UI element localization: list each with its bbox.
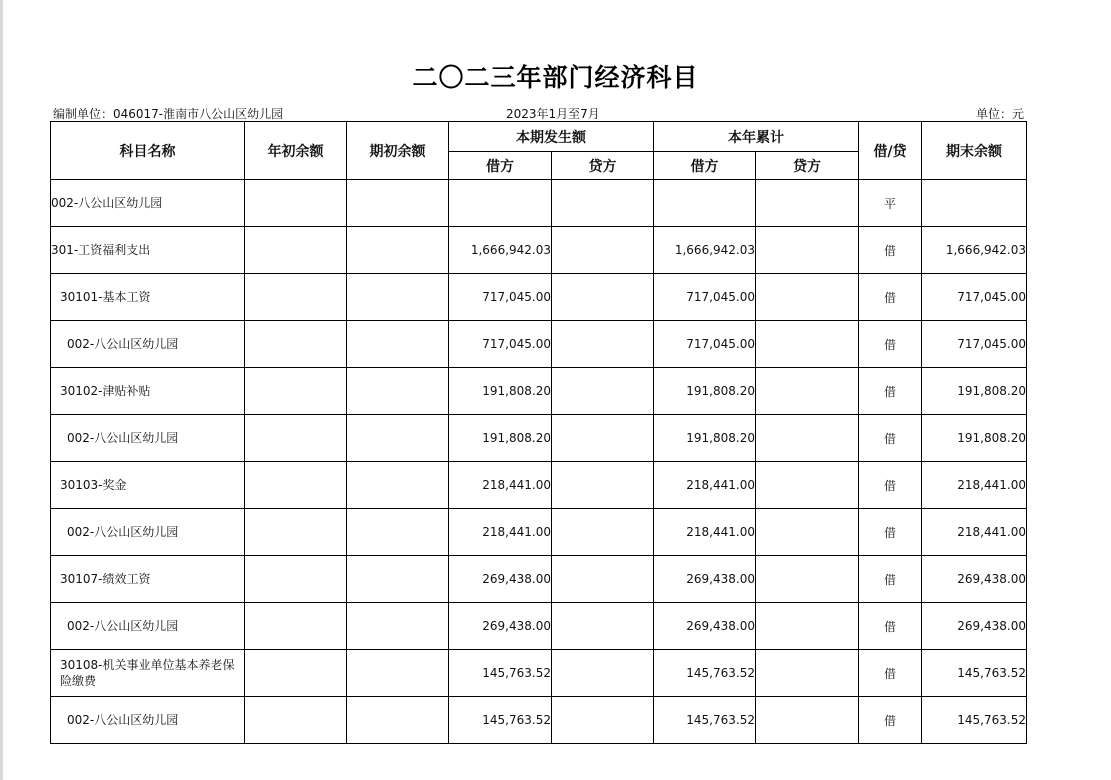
table-row xyxy=(51,180,1027,227)
cell-subject-name: 002-八公山区幼儿园 xyxy=(51,509,245,556)
cell-period-credit xyxy=(552,274,654,321)
cell-year-credit xyxy=(756,180,859,227)
cell-period-debit: 218,441.00 xyxy=(449,462,552,509)
cell-period-begin-balance xyxy=(347,180,449,227)
cell-year-begin-balance xyxy=(245,274,347,321)
cell-period-end-balance: 717,045.00 xyxy=(922,274,1027,321)
cell-direction: 借 xyxy=(859,368,922,415)
cell-subject-name: 002-八公山区幼儿园 xyxy=(51,321,245,368)
header-period-end-balance: 期末余额 xyxy=(922,122,1027,180)
cell-period-credit xyxy=(552,462,654,509)
cell-year-begin-balance xyxy=(245,603,347,650)
cell-year-credit xyxy=(756,321,859,368)
cell-direction: 借 xyxy=(859,227,922,274)
header-period-begin-balance: 期初余额 xyxy=(347,122,449,180)
table-row xyxy=(51,227,1027,274)
cell-year-begin-balance xyxy=(245,650,347,697)
cell-year-debit: 269,438.00 xyxy=(654,556,756,603)
cell-direction: 借 xyxy=(859,462,922,509)
cell-period-debit: 269,438.00 xyxy=(449,603,552,650)
cell-period-credit xyxy=(552,227,654,274)
cell-period-debit: 145,763.52 xyxy=(449,697,552,744)
cell-subject-name: 30107-绩效工资 xyxy=(51,556,245,603)
cell-period-debit: 717,045.00 xyxy=(449,321,552,368)
cell-year-credit xyxy=(756,603,859,650)
header-subject-name: 科目名称 xyxy=(51,122,245,180)
table-row xyxy=(51,274,1027,321)
cell-subject-name: 002-八公山区幼儿园 xyxy=(51,603,245,650)
cell-period-begin-balance xyxy=(347,650,449,697)
cell-period-debit: 191,808.20 xyxy=(449,368,552,415)
cell-period-debit: 191,808.20 xyxy=(449,415,552,462)
table-row xyxy=(51,603,1027,650)
cell-subject-name: 30102-津贴补贴 xyxy=(51,368,245,415)
cell-year-debit: 269,438.00 xyxy=(654,603,756,650)
cell-year-debit: 717,045.00 xyxy=(654,274,756,321)
report-period: 2023年1月至7月 xyxy=(506,107,600,121)
header-year-debit: 借方 xyxy=(654,152,756,180)
cell-subject-name: 002-八公山区幼儿园 xyxy=(51,180,245,227)
cell-year-begin-balance xyxy=(245,180,347,227)
cell-period-begin-balance xyxy=(347,556,449,603)
header-period-credit: 贷方 xyxy=(552,152,654,180)
cell-direction: 借 xyxy=(859,274,922,321)
table-row xyxy=(51,415,1027,462)
cell-year-begin-balance xyxy=(245,462,347,509)
cell-year-credit xyxy=(756,368,859,415)
cell-direction: 借 xyxy=(859,556,922,603)
cell-period-credit xyxy=(552,697,654,744)
cell-year-credit xyxy=(756,415,859,462)
cell-direction: 借 xyxy=(859,509,922,556)
table-row xyxy=(51,556,1027,603)
cell-period-end-balance: 218,441.00 xyxy=(922,509,1027,556)
cell-direction: 借 xyxy=(859,321,922,368)
table-row xyxy=(51,462,1027,509)
cell-subject-name: 30103-奖金 xyxy=(51,462,245,509)
cell-period-credit xyxy=(552,321,654,368)
cell-year-credit xyxy=(756,697,859,744)
cell-period-begin-balance xyxy=(347,415,449,462)
page-edge xyxy=(0,0,3,780)
cell-period-credit xyxy=(552,180,654,227)
cell-period-end-balance: 269,438.00 xyxy=(922,603,1027,650)
cell-period-credit xyxy=(552,603,654,650)
cell-period-credit xyxy=(552,556,654,603)
cell-subject-name: 30108-机关事业单位基本养老保险缴费 xyxy=(51,650,245,697)
cell-subject-name: 002-八公山区幼儿园 xyxy=(51,415,245,462)
cell-period-begin-balance xyxy=(347,697,449,744)
cell-subject-name: 30101-基本工资 xyxy=(51,274,245,321)
cell-year-credit xyxy=(756,227,859,274)
cell-year-debit: 717,045.00 xyxy=(654,321,756,368)
cell-period-end-balance: 218,441.00 xyxy=(922,462,1027,509)
cell-period-end-balance: 191,808.20 xyxy=(922,415,1027,462)
cell-period-debit: 269,438.00 xyxy=(449,556,552,603)
cell-period-credit xyxy=(552,509,654,556)
table-row xyxy=(51,697,1027,744)
header-period-occurrence: 本期发生额 xyxy=(449,122,654,152)
cell-year-debit: 191,808.20 xyxy=(654,368,756,415)
header-direction: 借/贷 xyxy=(859,122,922,180)
cell-period-debit xyxy=(449,180,552,227)
cell-period-debit: 218,441.00 xyxy=(449,509,552,556)
cell-subject-name: 002-八公山区幼儿园 xyxy=(51,697,245,744)
cell-period-begin-balance xyxy=(347,603,449,650)
cell-subject-name: 301-工资福利支出 xyxy=(51,227,245,274)
cell-period-credit xyxy=(552,368,654,415)
table-row xyxy=(51,368,1027,415)
cell-period-credit xyxy=(552,415,654,462)
cell-year-credit xyxy=(756,462,859,509)
cell-period-end-balance: 1,666,942.03 xyxy=(922,227,1027,274)
cell-period-end-balance xyxy=(922,180,1027,227)
cell-year-begin-balance xyxy=(245,227,347,274)
cell-period-debit: 145,763.52 xyxy=(449,650,552,697)
compiling-unit: 编制单位：046017-淮南市八公山区幼儿园 xyxy=(53,107,284,121)
table-row xyxy=(51,509,1027,556)
cell-period-credit xyxy=(552,650,654,697)
cell-period-begin-balance xyxy=(347,321,449,368)
cell-year-begin-balance xyxy=(245,697,347,744)
cell-direction: 借 xyxy=(859,650,922,697)
ledger-body xyxy=(51,180,1027,744)
cell-year-credit xyxy=(756,509,859,556)
currency-unit: 单位：元 xyxy=(975,107,1024,121)
cell-period-end-balance: 145,763.52 xyxy=(922,650,1027,697)
cell-period-begin-balance xyxy=(347,462,449,509)
cell-period-debit: 1,666,942.03 xyxy=(449,227,552,274)
cell-direction: 平 xyxy=(859,180,922,227)
cell-period-end-balance: 145,763.52 xyxy=(922,697,1027,744)
cell-direction: 借 xyxy=(859,603,922,650)
cell-year-begin-balance xyxy=(245,368,347,415)
table-row xyxy=(51,650,1027,697)
header-year-begin-balance: 年初余额 xyxy=(245,122,347,180)
header-year-credit: 贷方 xyxy=(756,152,859,180)
report-title: 二〇二三年部门经济科目 xyxy=(412,63,699,92)
cell-period-end-balance: 191,808.20 xyxy=(922,368,1027,415)
cell-period-debit: 717,045.00 xyxy=(449,274,552,321)
ledger-table xyxy=(50,121,1027,744)
cell-period-begin-balance xyxy=(347,368,449,415)
cell-year-credit xyxy=(756,650,859,697)
header-year-cumulative: 本年累计 xyxy=(654,122,859,152)
cell-year-debit: 191,808.20 xyxy=(654,415,756,462)
cell-direction: 借 xyxy=(859,415,922,462)
cell-year-debit xyxy=(654,180,756,227)
cell-period-begin-balance xyxy=(347,227,449,274)
cell-year-begin-balance xyxy=(245,321,347,368)
cell-year-begin-balance xyxy=(245,556,347,603)
cell-year-credit xyxy=(756,556,859,603)
cell-period-end-balance: 717,045.00 xyxy=(922,321,1027,368)
cell-period-begin-balance xyxy=(347,509,449,556)
header-period-debit: 借方 xyxy=(449,152,552,180)
cell-year-debit: 145,763.52 xyxy=(654,697,756,744)
cell-year-credit xyxy=(756,274,859,321)
cell-year-debit: 218,441.00 xyxy=(654,509,756,556)
cell-year-debit: 145,763.52 xyxy=(654,650,756,697)
cell-direction: 借 xyxy=(859,697,922,744)
cell-year-debit: 218,441.00 xyxy=(654,462,756,509)
table-row xyxy=(51,321,1027,368)
cell-year-begin-balance xyxy=(245,509,347,556)
cell-year-begin-balance xyxy=(245,415,347,462)
cell-year-debit: 1,666,942.03 xyxy=(654,227,756,274)
cell-period-begin-balance xyxy=(347,274,449,321)
cell-period-end-balance: 269,438.00 xyxy=(922,556,1027,603)
